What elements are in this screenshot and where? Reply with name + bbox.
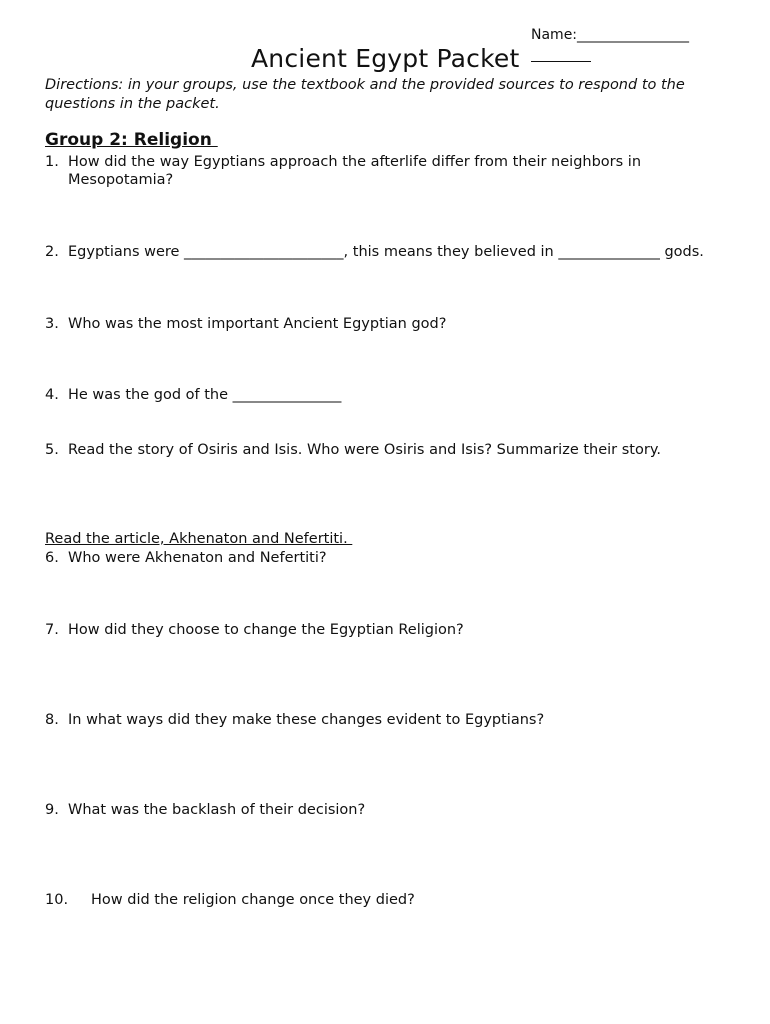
question-number: 9. (45, 802, 59, 818)
page-title: Ancient Egypt Packet (251, 44, 520, 73)
question-text: How did they choose to change the Egyptian Religion? (68, 622, 464, 638)
question-number: 10. (45, 892, 69, 908)
question-text: What was the backlash of their decision? (68, 802, 366, 818)
question-text: Who was the most important Ancient Egyptian god? (68, 316, 447, 332)
question-text: How did the religion change once they died? (91, 892, 415, 908)
group-heading: Group 2: Religion (45, 130, 218, 150)
title-underline (531, 61, 591, 62)
question-text: Who were Akhenaton and Nefertiti? (68, 550, 327, 566)
question-number: 4. (45, 387, 59, 403)
question-4 (45, 386, 725, 404)
question-2 (45, 243, 725, 261)
question-5 (45, 441, 725, 459)
question-number: 2. (45, 244, 59, 260)
question-number: 6. (45, 550, 59, 566)
article-heading: Read the article, Akhenaton and Nefertiti. (45, 531, 353, 547)
question-8 (45, 711, 725, 729)
question-text: How did the way Egyptians approach the afterlife differ from their neighbors in Mesopotamia? (68, 154, 642, 188)
question-6 (45, 549, 725, 567)
question-text: He was the god of the _______________ (68, 387, 342, 403)
question-text: In what ways did they make these changes evident to Egyptians? (68, 712, 545, 728)
question-text: Egyptians were ______________________, this means they believed in ______________ gods. (68, 244, 704, 260)
question-number: 5. (45, 442, 59, 458)
question-1 (45, 153, 725, 189)
question-3 (45, 315, 725, 333)
question-10 (45, 891, 725, 909)
question-number: 3. (45, 316, 59, 332)
question-7 (45, 621, 725, 639)
question-number: 8. (45, 712, 59, 728)
question-number: 7. (45, 622, 59, 638)
directions-text: Directions: in your groups, use the textbook and the provided sources to respond to the questions in the packet. (45, 77, 685, 112)
question-number: 1. (45, 154, 59, 170)
question-text: Read the story of Osiris and Isis. Who were Osiris and Isis? Summarize their story. (68, 442, 661, 458)
name-field-label: Name:________________ (531, 27, 690, 43)
question-9 (45, 801, 725, 819)
